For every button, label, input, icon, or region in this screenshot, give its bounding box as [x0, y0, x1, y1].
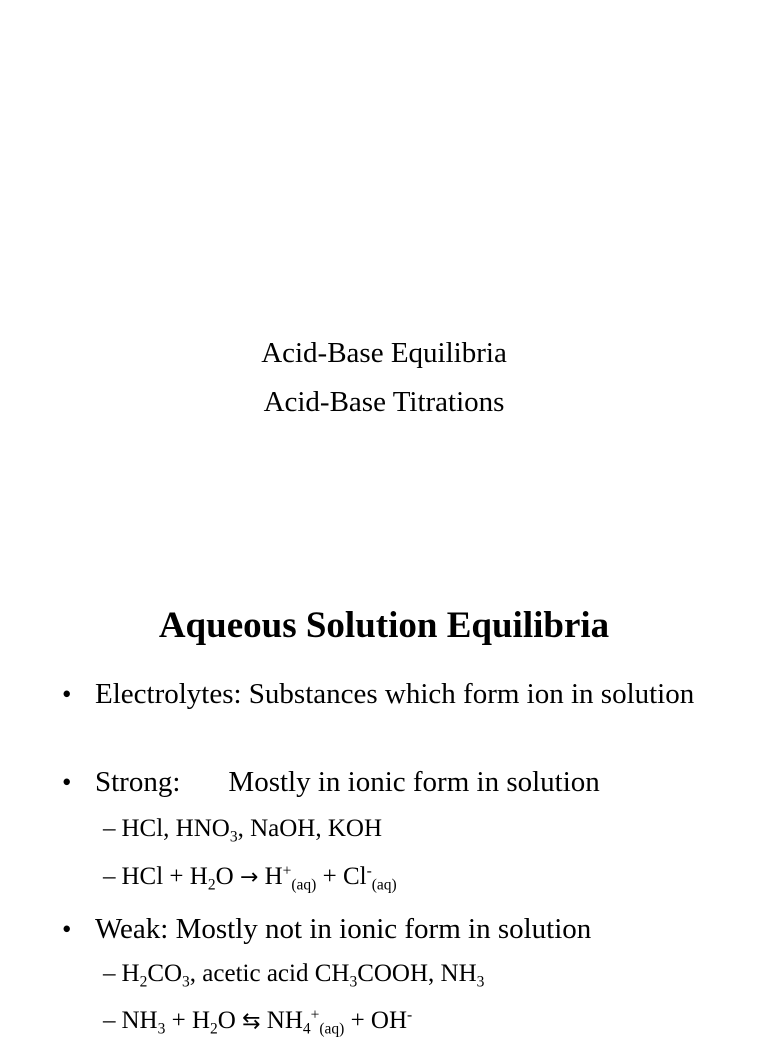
- bullet-dot: •: [62, 767, 72, 797]
- slide-2: [0, 512, 768, 1037]
- slide-1: [0, 0, 768, 512]
- equilibrium-arrow-icon: ⇆: [242, 1009, 261, 1034]
- bullet-dot: •: [62, 914, 72, 944]
- dash: –: [103, 960, 116, 987]
- strong-examples: – HCl, $HNO_3$, NaOH, KOH: [103, 815, 383, 846]
- bullet-weak: [62, 909, 735, 950]
- weak-text: Weak: Mostly not in ionic form in solution: [95, 913, 592, 945]
- strong-label: Strong:: [95, 766, 181, 798]
- bullet-strong: [62, 762, 735, 803]
- weak-equation: – $NH_3 + H_2O$ ⇆ $NH_4^+_{(aq)} + OH^-$: [103, 1006, 413, 1037]
- slide-title: Aqueous Solution Equilibria: [158, 605, 610, 646]
- right-arrow-icon: →: [239, 865, 259, 890]
- weak-examples: – $H_2CO_3$, acetic acid $CH_3COOH$, $NH_3$: [103, 960, 485, 991]
- electrolytes-text: Electrolytes: Substances which form ion in solution: [95, 678, 695, 710]
- subtitle-line-2: Acid-Base Titrations: [263, 386, 505, 418]
- bullet-dot: •: [62, 679, 72, 709]
- dash: –: [103, 1007, 116, 1034]
- strong-equation: – HCl + $H_2O \to H^+_{(aq)} + Cl^-_{(aq)}$: [103, 862, 397, 894]
- dash: –: [103, 815, 116, 842]
- subtitle-line-1: Acid-Base Equilibria: [261, 337, 507, 369]
- bullet-electrolytes: [62, 674, 735, 715]
- strong-description: Mostly in ionic form in solution: [228, 766, 600, 798]
- dash: –: [103, 863, 116, 890]
